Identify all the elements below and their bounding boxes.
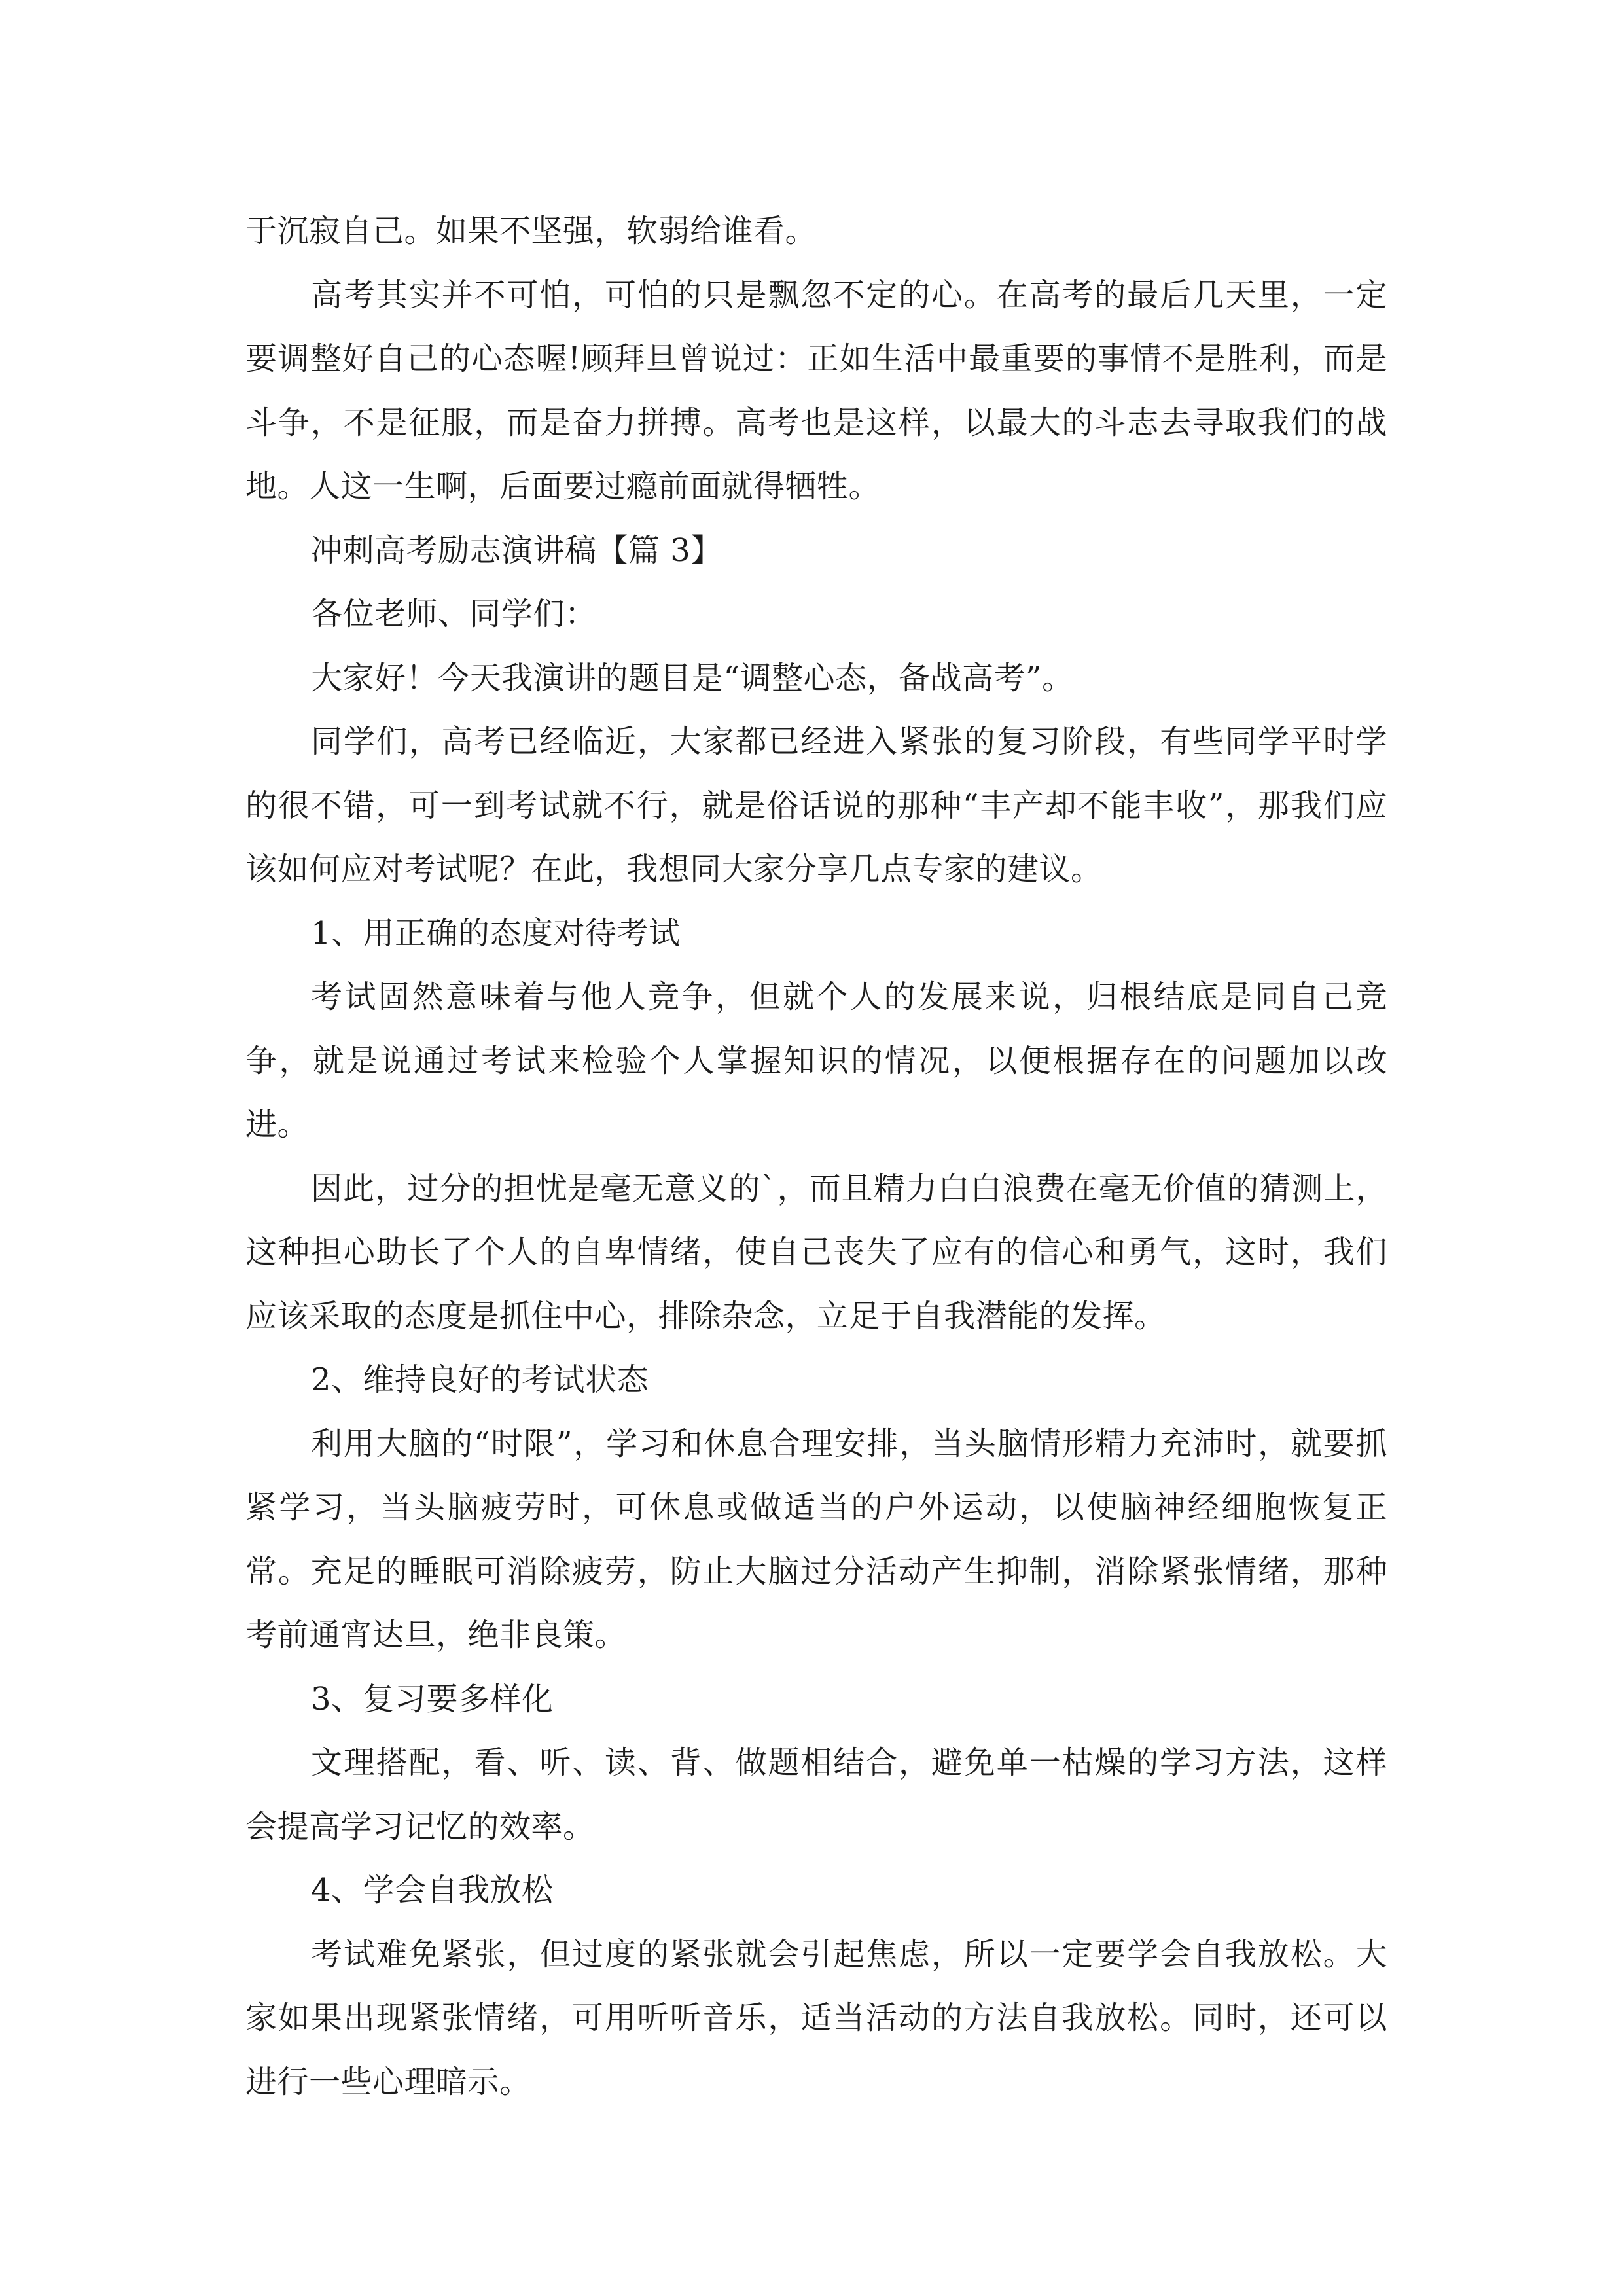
heading-point-4: 4、学会自我放松: [311, 1872, 554, 1909]
paragraph-1: 于沉寂自己。如果不坚强，软弱给谁看。: [245, 213, 817, 249]
greeting: 大家好！今天我演讲的题目是“调整心态，备战高考”。: [311, 659, 1074, 696]
paragraph-point-2: 利用大脑的“时限”，学习和休息合理安排，当头脑情形精力充沛时，就要抓紧学习，当头脑疲劳时，可休息或做适当的户外运动，以使脑神经细胞恢复正常。充足的睡眠可消除疲劳，防止大脑过分活动产生抑制，消除紧张情绪，那种考前通宵达旦，绝非良策。: [245, 1425, 1387, 1653]
heading-point-2: 2、维持良好的考试状态: [311, 1361, 649, 1398]
paragraph-point-1a: 考试固然意味着与他人竞争，但就个人的发展来说，归根结底是同自己竞争，就是说通过考试来检验个人掌握知识的情况，以便根据存在的问题加以改进。: [245, 978, 1387, 1143]
paragraph-point-3: 文理搭配，看、听、读、背、做题相结合，避免单一枯燥的学习方法，这样会提高学习记忆的效率。: [245, 1744, 1387, 1845]
paragraph-point-1b: 因此，过分的担忧是毫无意义的`，而且精力白白浪费在毫无价值的猜测上，这种担心助长了个人的自卑情绪，使自己丧失了应有的信心和勇气，这时，我们应该采取的态度是抓住中心，排除杂念，立足于自我潜能的发挥。: [245, 1170, 1387, 1335]
heading-point-3: 3、复习要多样化: [311, 1680, 554, 1717]
paragraph-2: 高考其实并不可怕，可怕的只是飘忽不定的心。在高考的最后几天里，一定要调整好自己的心态喔!顾拜旦曾说过：正如生活中最重要的事情不是胜利，而是斗争，不是征服，而是奋力拼搏。高考也是这样，以最大的斗志去寻取我们的战地。人这一生啊，后面要过瘾前面就得牺牲。: [245, 276, 1387, 505]
paragraph-intro: 同学们，高考已经临近，大家都已经进入紧张的复习阶段，有些同学平时学的很不错，可一到考试就不行，就是俗话说的那种“丰产却不能丰收”，那我们应该如何应对考试呢？在此，我想同大家分享几点专家的建议。: [245, 723, 1387, 888]
paragraph-point-4: 考试难免紧张，但过度的紧张就会引起焦虑，所以一定要学会自我放松。大家如果出现紧张情绪，可用听听音乐，适当活动的方法自我放松。同时，还可以进行一些心理暗示。: [245, 1935, 1387, 2100]
heading-point-1: 1、用正确的态度对待考试: [311, 914, 681, 952]
salutation: 各位老师、同学们：: [311, 596, 597, 632]
document-body: [245, 200, 1387, 2114]
section-title-3: 冲刺高考励志演讲稿【篇 3】: [311, 531, 722, 569]
